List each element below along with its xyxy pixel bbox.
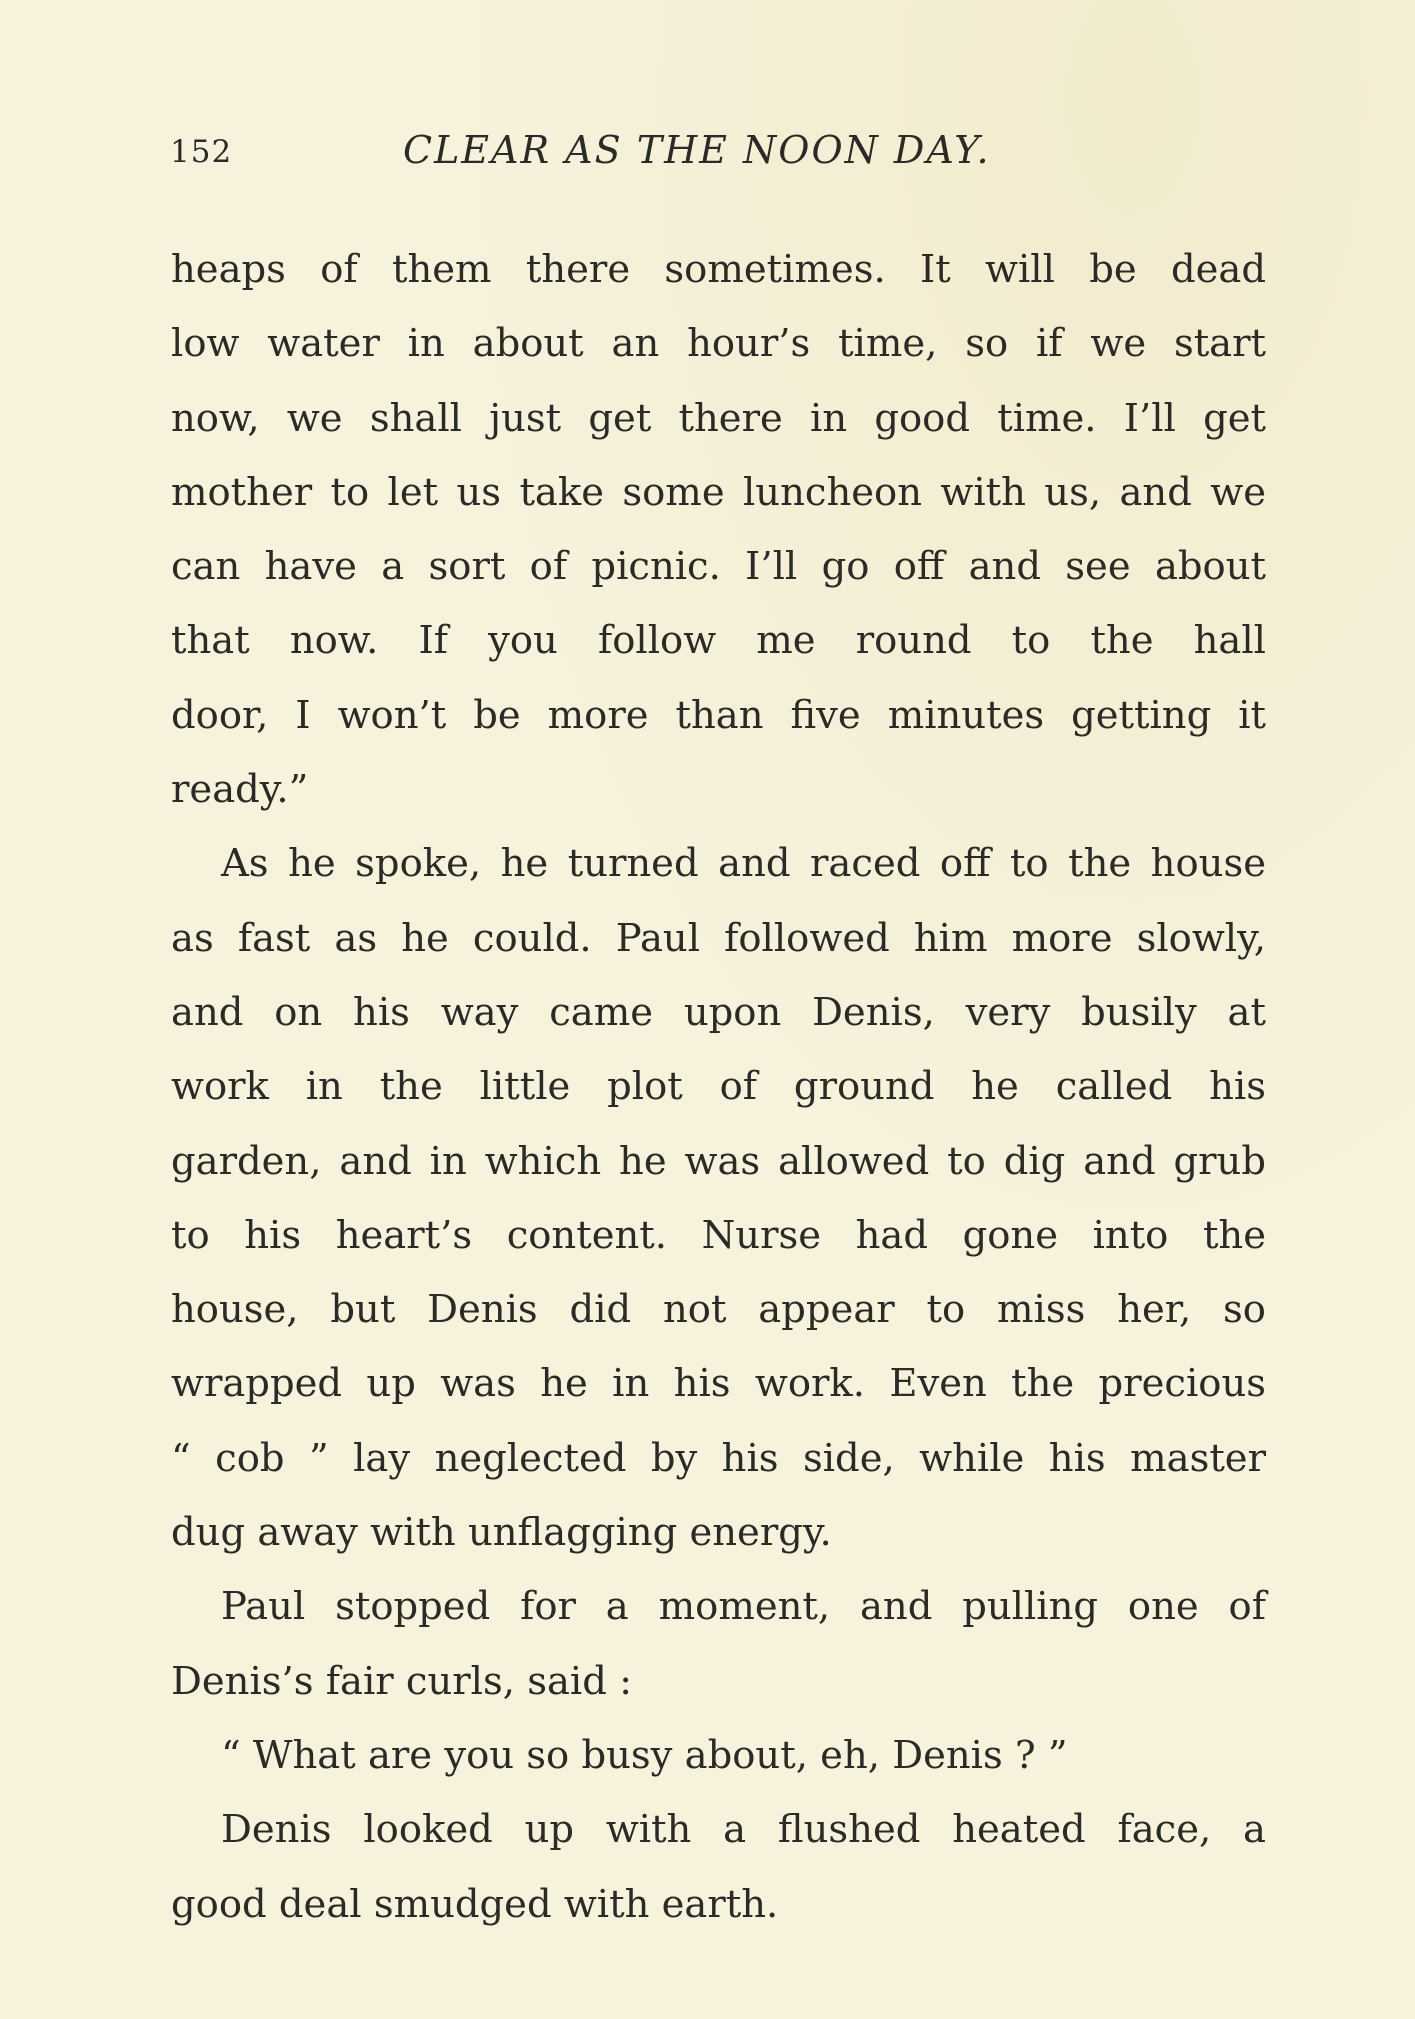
text-line: now, we shall just get there in good time. I’ll get xyxy=(171,395,1266,441)
text-line: “ cob ” lay neglected by his side, while his master xyxy=(171,1435,1266,1481)
body-text xyxy=(171,233,1266,1942)
text-line: Denis looked up with a flushed heated face, a xyxy=(221,1807,1266,1853)
text-line: as fast as he could. Paul followed him more slowly, xyxy=(171,915,1266,961)
text-line: garden, and in which he was allowed to dig and grub xyxy=(171,1138,1266,1184)
running-head-title: CLEAR AS THE NOON DAY. xyxy=(403,128,991,172)
text-line: As he spoke, he turned and raced off to the house xyxy=(221,841,1266,887)
text-line: ready.” xyxy=(171,767,309,813)
text-line: house, but Denis did not appear to miss her, so xyxy=(171,1287,1266,1333)
running-head xyxy=(170,128,1270,178)
text-line: work in the little plot of ground he called his xyxy=(171,1064,1266,1110)
text-line: mother to let us take some luncheon with us, and we xyxy=(171,469,1266,515)
text-line: Denis’s fair curls, said : xyxy=(171,1658,633,1704)
page-number: 152 xyxy=(170,134,233,170)
text-line: low water in about an hour’s time, so if we start xyxy=(171,321,1266,367)
text-line: Paul stopped for a moment, and pulling one of xyxy=(221,1584,1266,1630)
text-line: dug away with unflagging energy. xyxy=(171,1510,832,1556)
text-line: door, I won’t be more than five minutes getting it xyxy=(171,692,1266,738)
text-line: and on his way came upon Denis, very busily at xyxy=(171,989,1266,1035)
text-line: heaps of them there sometimes. It will be dead xyxy=(171,247,1266,292)
text-line: that now. If you follow me round to the hall xyxy=(171,618,1266,664)
text-line: good deal smudged with earth. xyxy=(171,1881,779,1927)
text-line: “ What are you so busy about, eh, Denis ? ” xyxy=(221,1732,1068,1778)
text-line: wrapped up was he in his work. Even the precious xyxy=(171,1361,1266,1407)
text-line: to his heart’s content. Nurse had gone into the xyxy=(171,1212,1266,1258)
text-line: can have a sort of picnic. I’ll go off and see about xyxy=(171,544,1266,590)
